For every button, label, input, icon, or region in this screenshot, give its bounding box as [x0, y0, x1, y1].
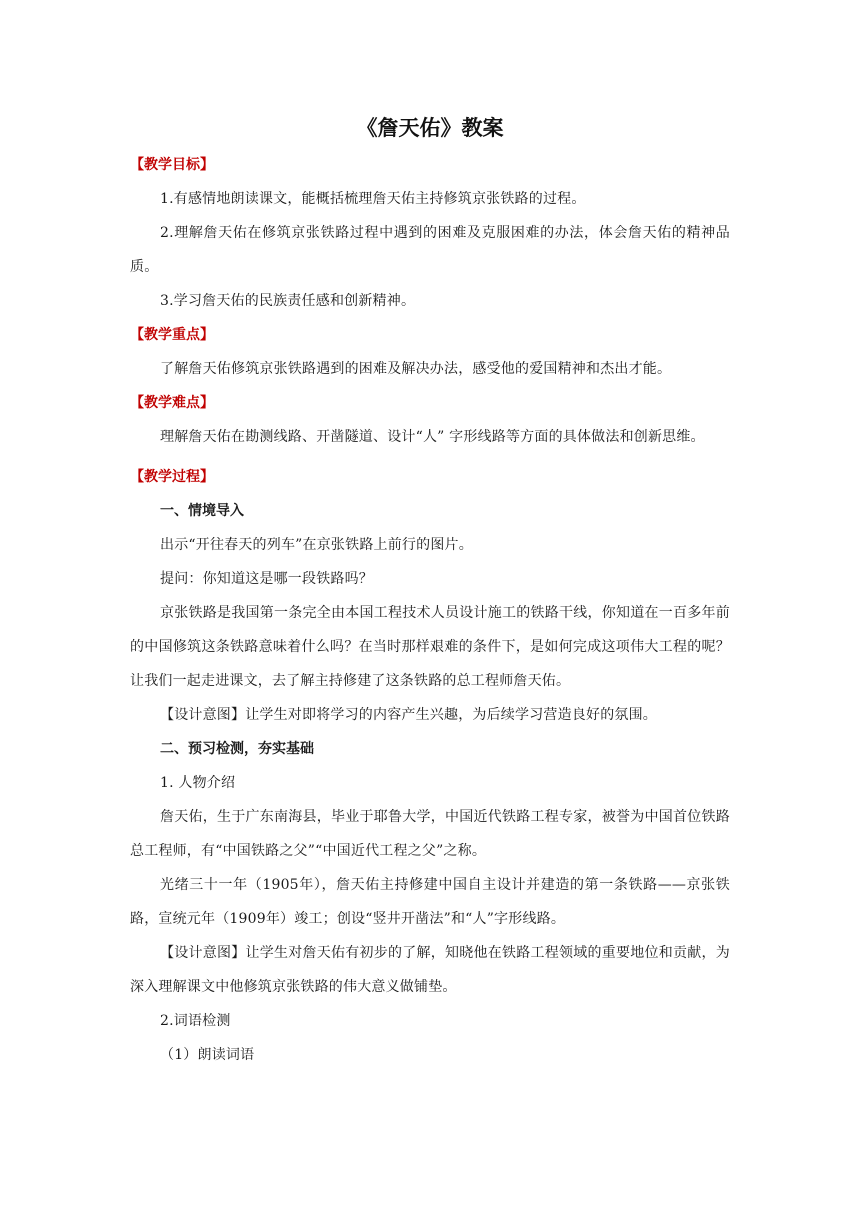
goal-item-3: 3.学习詹天佑的民族责任感和创新精神。: [160, 293, 416, 309]
preview-item-2-title: 2.词语检测: [160, 1013, 231, 1029]
goal-item-1: 1.有感情地朗读课文，能概括梳理詹天佑主持修筑京张铁路的过程。: [160, 191, 586, 207]
key-points-text: 了解詹天佑修筑京张铁路遇到的困难及解决办法，感受他的爱国精神和杰出才能。: [160, 361, 672, 377]
section-heading-process: 【教学过程】: [130, 469, 214, 485]
section-heading-goals: 【教学目标】: [130, 157, 214, 173]
section-heading-difficulties: 【教学难点】: [130, 395, 214, 411]
page-title: 《詹天佑》教案: [356, 116, 504, 140]
subsection-title-preview: 二、预习检测，夯实基础: [160, 741, 314, 757]
preview-item-1-title: 1. 人物介绍: [160, 775, 236, 791]
subsection-title-intro: 一、情境导入: [160, 503, 244, 519]
section-heading-key-points: 【教学重点】: [130, 327, 214, 343]
preview-design-intent: 【设计意图】让学生对詹天佑有初步的了解，知晓他在铁路工程领域的重要地位和贡献，为深入理解课文中他修筑京张铁路的伟大意义做铺垫。: [130, 945, 730, 995]
goal-item-2: 2.理解詹天佑在修筑京张铁路过程中遇到的困难及克服困难的办法，体会詹天佑的精神品质。: [130, 225, 730, 275]
intro-paragraph-2: 提问：你知道这是哪一段铁路吗？: [160, 571, 373, 587]
intro-design-intent: 【设计意图】让学生对即将学习的内容产生兴趣，为后续学习营造良好的氛围。: [160, 707, 657, 723]
preview-item-2-1: （1）朗读词语: [160, 1047, 255, 1063]
preview-paragraph-2: 光绪三十一年（1905年），詹天佑主持修建中国自主设计并建造的第一条铁路——京张铁路，宣统元年（1909年）竣工；创设“竖井开凿法”和“人”字形线路。: [130, 877, 730, 927]
preview-paragraph-1: 詹天佑，生于广东南海县，毕业于耶鲁大学，中国近代铁路工程专家，被誉为中国首位铁路总工程师，有“中国铁路之父”“中国近代工程之父”之称。: [130, 809, 730, 859]
difficulties-text: 理解詹天佑在勘测线路、开凿隧道、设计“人” 字形线路等方面的具体做法和创新思维。: [160, 429, 705, 445]
intro-paragraph-3: 京张铁路是我国第一条完全由本国工程技术人员设计施工的铁路干线，你知道在一百多年前的中国修筑这条铁路意味着什么吗？在当时那样艰难的条件下，是如何完成这项伟大工程的呢？让我们一起走进课文，去了解主持修建了这条铁路的总工程师詹天佑。: [130, 605, 730, 689]
intro-paragraph-1: 出示“开往春天的列车”在京张铁路上前行的图片。: [160, 537, 473, 553]
document-body: [130, 112, 730, 1072]
